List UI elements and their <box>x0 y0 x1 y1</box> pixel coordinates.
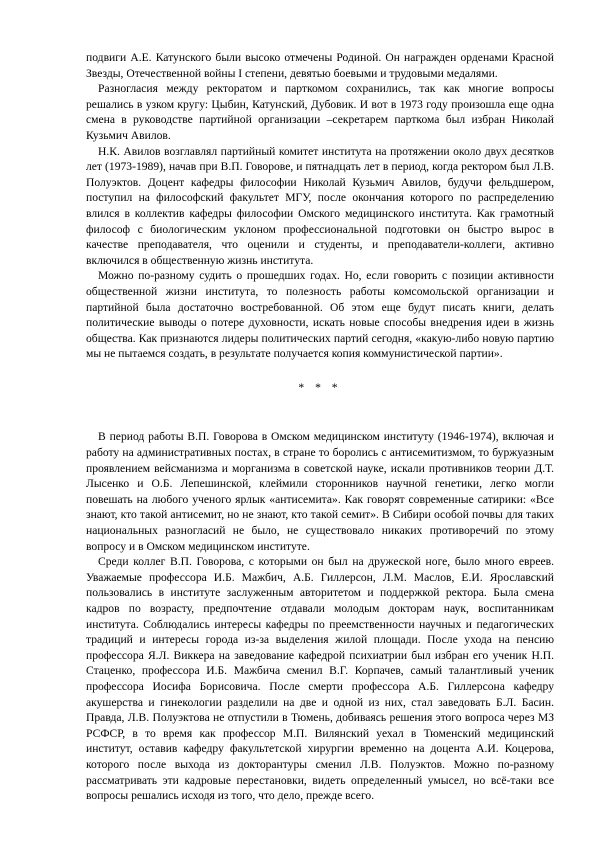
paragraph-awards: подвиги А.Е. Катунского были высоко отмечены Родиной. Он награжден орденами Красной Звезды, Отечественной войны I степени, девятью боевыми и трудовыми медалями. <box>86 51 554 80</box>
paragraph-colleagues: Среди коллег В.П. Говорова, с которыми он был на дружеской ноге, было много евреев. Уважаемые профессора И.Б. Мажбич, А.Б. Гиллерсон, Л.М. Маслов, Е.И. Ярославский пользовались в институте заслуженным авторитетом и поддержкой ректора. Была смена кадров по возрасту, предпочтение отдавали молодым докторам наук, воспитанникам института. Соблюдались интересы кафедры по преемственности научных и педагогических традиций и интересы города из-за выделения жилой площади. После ухода на пенсию профессора Я.Л. Виккера на заведование кафедрой психиатрии был избран его ученик Н.П. Стаценко, профессора И.Б. Мажбича сменил В.Г. Корпачев, самый талантливый ученик профессора Иосифа Борисовича. После смерти профессора А.Б. Гиллерсона кафедру акушерства и гинекологии разделили на две и одной из них, стал заведовать Б.Л. Басин. Правда, Л.В. Полуэктова не отпустили в Тюмень, добиваясь решения этого вопроса через МЗ РСФСР, в то время как профессор М.П. Вилянский уехал в Тюменский медицинский институт, оставив кафедру факультетской хирургии временно на доцента А.И. Коцерова, которого после выхода из докторантуры сменил Л.В. Полуэктов. Можно по-разному рассматривать эти кадровые перестановки, видеть определенный умысел, но всё-таки все вопросы решались исходя из того, что дело, прежде всего. <box>86 555 554 803</box>
document-page <box>86 50 554 804</box>
paragraph-antisemitism: В период работы В.П. Говорова в Омском медицинском институту (1946-1974), включая и работу на административных постах, в стране то боролись с антисемитизмом, то буржуазным проявлением вейсманизма и морганизма в советской науке, искали противников теории Д.Т. Лысенко и О.Б. Лепешинской, клеймили сторонников научной генетики, легко могли повешать на любого ученого ярлык «антисемита». Как говорят современные сатирики: «Все знают, кто такой антисемит, но не знают, кто такой семит». В Сибири особой почвы для таких национальных разногласий не было, не существовало никаких противоречий по этому вопросу и в Омском медицинском институте. <box>86 430 554 553</box>
section-divider: * * * <box>298 380 342 394</box>
paragraph-public-life: Можно по-разному судить о прошедших годах. Но, если говорить с позиции активности общественной жизни института, то полезность работы комсомольской организации и партийной была достаточно востребованной. Об этом еще будут писать книги, делать политические выводы о потере духовности, искать новые способы внедрения идеи в жизнь общества. Как признаются лидеры политических партий сегодня, «какую-либо новую партию мы не пытаемся создать, в результате получается копия коммунистической партии». <box>86 269 554 361</box>
paragraph-avilov: Н.К. Авилов возглавлял партийный комитет института на протяжении около двух десятков лет (1973-1989), начав при В.П. Говорове, и пятнадцать лет в период, когда ректором был Л.В. Полуэктов. Доцент кафедры философии Николай Кузьмич Авилов, будучи фельдшером, поступил на философский факультет МГУ, после окончания которого по распределению влился в коллектив кафедры философии Омского медицинского института. Как грамотный философ с биологическим уклоном профессиональной подготовки он быстро вырос в качестве преподавателя, что оценили и студенты, и преподаватели-коллеги, активно включился в общественную жизнь института. <box>86 144 554 267</box>
paragraph-disagreements: Разногласия между ректоратом и парткомом сохранились, так как многие вопросы решались в узком кругу: Цыбин, Катунский, Дубовик. И вот в 1973 году произошла еще одна смена в руководстве партийной организации –секретарем парткома был избран Николай Кузьмич Авилов. <box>86 82 554 142</box>
